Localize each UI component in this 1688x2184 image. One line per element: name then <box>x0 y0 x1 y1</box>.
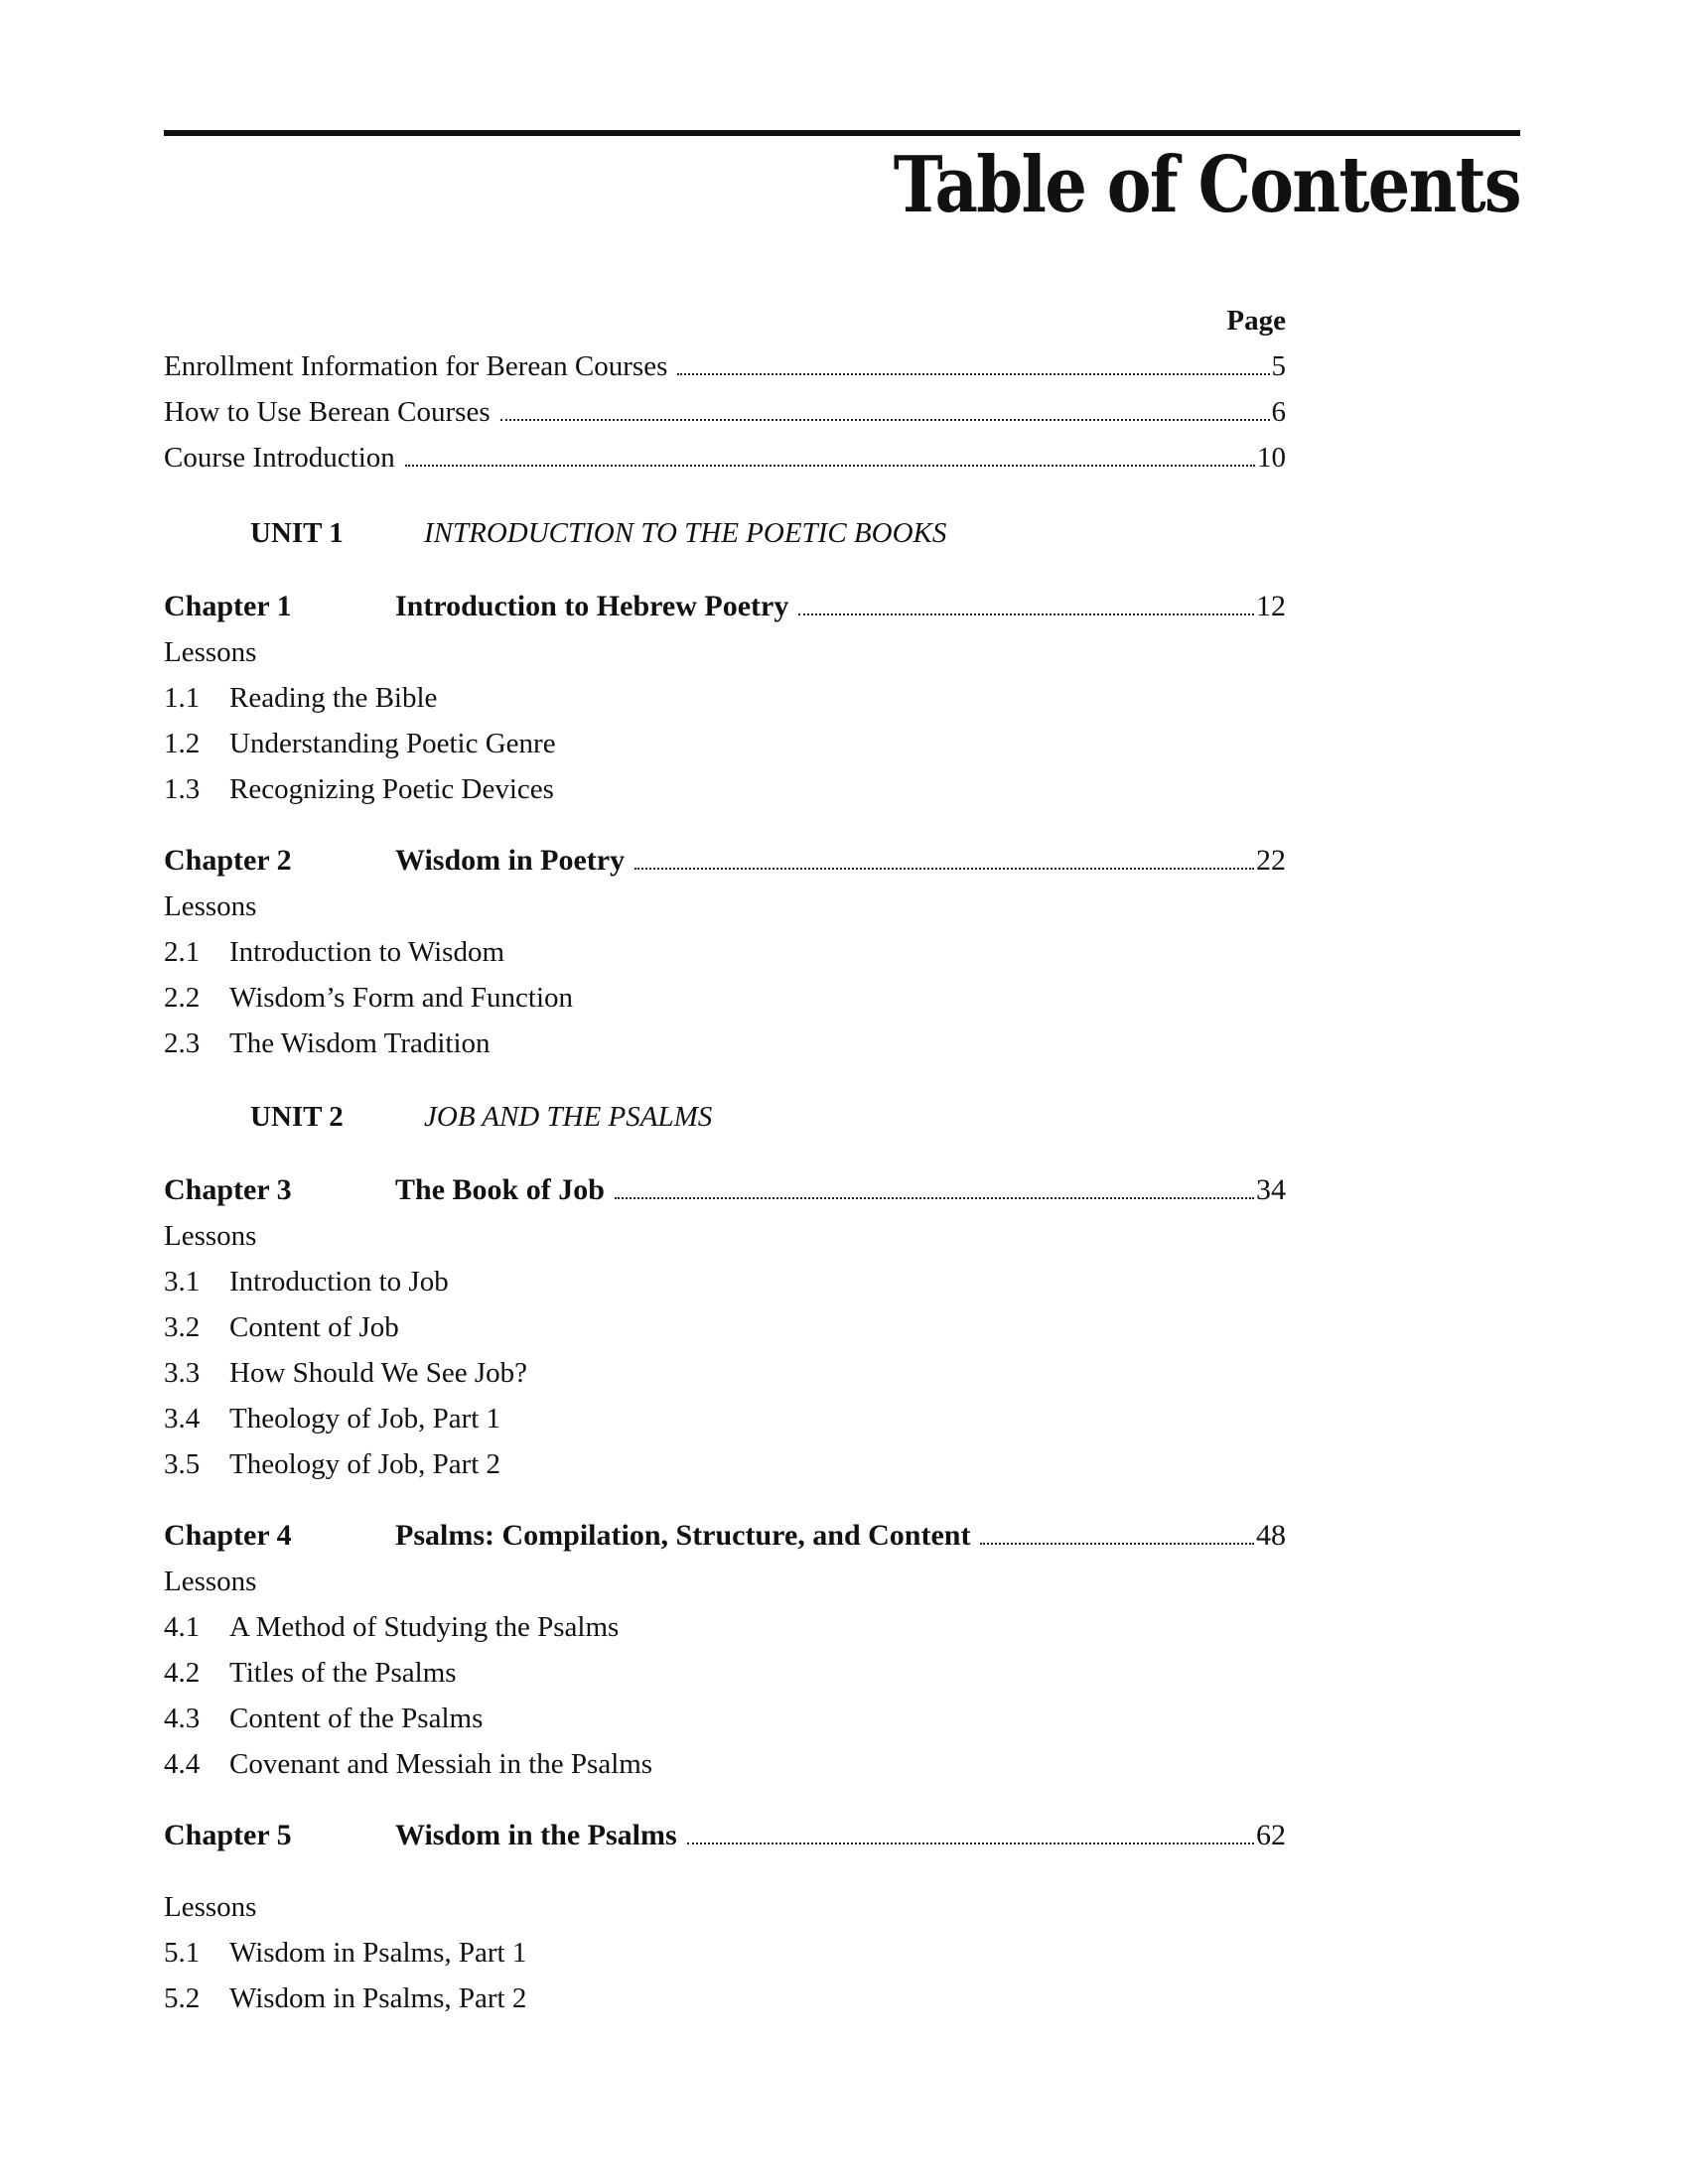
toc-entry-title: Course Introduction <box>164 442 395 474</box>
lesson-item[interactable] <box>164 1930 1286 1976</box>
lesson-item[interactable] <box>164 721 1286 766</box>
lessons-label: Lessons <box>164 1220 257 1252</box>
lesson-number: 2.3 <box>164 1027 201 1059</box>
chapter-label: Chapter 4 <box>164 1519 292 1552</box>
chapter-page: 34 <box>1256 1173 1286 1206</box>
lesson-number: 3.4 <box>164 1403 201 1434</box>
lesson-number: 4.4 <box>164 1748 201 1780</box>
chapter-entry[interactable] <box>164 1513 1286 1559</box>
unit-label: UNIT 1 <box>250 517 344 549</box>
lesson-title: Understanding Poetic Genre <box>229 728 556 759</box>
lesson-item[interactable] <box>164 1021 1286 1066</box>
chapter-page: 48 <box>1256 1519 1286 1552</box>
chapter-title: Wisdom in Poetry <box>395 844 626 877</box>
lesson-number: 3.3 <box>164 1357 201 1389</box>
lessons-label: Lessons <box>164 1566 257 1597</box>
chapter-title: The Book of Job <box>395 1173 605 1206</box>
dot-leader <box>687 1842 1254 1844</box>
lesson-item[interactable] <box>164 1976 1286 2021</box>
lesson-item[interactable] <box>164 1696 1286 1741</box>
lesson-number: 4.3 <box>164 1703 201 1734</box>
lesson-item[interactable] <box>164 1259 1286 1304</box>
lesson-number: 2.2 <box>164 982 201 1014</box>
lesson-number: 5.1 <box>164 1937 201 1969</box>
unit-heading <box>164 1094 1286 1140</box>
lesson-title: Wisdom’s Form and Function <box>229 982 574 1014</box>
lesson-number: 3.1 <box>164 1266 201 1297</box>
chapter-title: Introduction to Hebrew Poetry <box>395 590 789 622</box>
lesson-title: Theology of Job, Part 1 <box>229 1403 501 1434</box>
toc-entry-page: 10 <box>1257 442 1286 474</box>
dot-leader <box>405 464 1255 467</box>
lesson-title: Introduction to Wisdom <box>229 936 505 968</box>
page-title: Table of Contents <box>893 140 1520 230</box>
lesson-item[interactable] <box>164 975 1286 1021</box>
lesson-title: Introduction to Job <box>229 1266 449 1297</box>
chapter-label: Chapter 3 <box>164 1173 292 1206</box>
dot-leader <box>798 613 1254 615</box>
dot-leader <box>980 1542 1254 1545</box>
lesson-item[interactable] <box>164 1604 1286 1650</box>
top-rule <box>164 130 1520 136</box>
lesson-number: 4.1 <box>164 1611 201 1643</box>
lesson-item[interactable] <box>164 675 1286 721</box>
lesson-number: 1.3 <box>164 773 201 805</box>
lesson-number: 4.2 <box>164 1657 201 1689</box>
dot-leader <box>500 418 1270 421</box>
lesson-item[interactable] <box>164 1441 1286 1487</box>
chapter-page: 22 <box>1256 844 1286 877</box>
lesson-number: 3.2 <box>164 1311 201 1343</box>
lesson-item[interactable] <box>164 929 1286 975</box>
lesson-item[interactable] <box>164 1350 1286 1396</box>
lesson-number: 2.1 <box>164 936 201 968</box>
lesson-item[interactable] <box>164 1396 1286 1441</box>
lesson-item[interactable] <box>164 1650 1286 1696</box>
lesson-title: Covenant and Messiah in the Psalms <box>229 1748 653 1780</box>
chapter-page: 12 <box>1256 590 1286 622</box>
unit-label: UNIT 2 <box>250 1101 344 1133</box>
dot-leader <box>615 1196 1254 1199</box>
toc-entry[interactable] <box>164 343 1286 389</box>
unit-title: JOB AND THE PSALMS <box>424 1101 713 1133</box>
toc-entry-page: 5 <box>1271 350 1286 382</box>
lesson-item[interactable] <box>164 1741 1286 1787</box>
lesson-title: Content of the Psalms <box>229 1703 484 1734</box>
dot-leader <box>634 867 1254 870</box>
unit-heading <box>164 510 1286 556</box>
lesson-number: 3.5 <box>164 1448 201 1480</box>
lesson-title: Theology of Job, Part 2 <box>229 1448 501 1480</box>
table-of-contents <box>164 298 1286 2021</box>
toc-entry[interactable] <box>164 435 1286 480</box>
lesson-title: A Method of Studying the Psalms <box>229 1611 620 1643</box>
chapter-title: Psalms: Compilation, Structure, and Content <box>395 1519 971 1552</box>
lesson-item[interactable] <box>164 1304 1286 1350</box>
lesson-title: Content of Job <box>229 1311 399 1343</box>
lessons-label: Lessons <box>164 1891 257 1923</box>
chapter-entry[interactable] <box>164 1167 1286 1213</box>
toc-entry-title: How to Use Berean Courses <box>164 396 491 428</box>
chapter-page: 62 <box>1256 1819 1286 1851</box>
lesson-title: Wisdom in Psalms, Part 2 <box>229 1982 527 2014</box>
lesson-number: 1.1 <box>164 682 201 714</box>
lessons-label: Lessons <box>164 636 257 668</box>
lesson-title: Wisdom in Psalms, Part 1 <box>229 1937 527 1969</box>
toc-entry-title: Enrollment Information for Berean Courses <box>164 350 668 382</box>
lesson-title: The Wisdom Tradition <box>229 1027 491 1059</box>
dot-leader <box>677 372 1269 375</box>
chapter-entry[interactable] <box>164 838 1286 884</box>
lesson-title: Titles of the Psalms <box>229 1657 457 1689</box>
chapter-entry[interactable] <box>164 1813 1286 1858</box>
chapter-label: Chapter 5 <box>164 1819 292 1851</box>
chapter-label: Chapter 2 <box>164 844 292 877</box>
unit-title: INTRODUCTION TO THE POETIC BOOKS <box>424 517 947 549</box>
lesson-number: 5.2 <box>164 1982 201 2014</box>
lesson-item[interactable] <box>164 766 1286 812</box>
toc-entry-page: 6 <box>1271 396 1286 428</box>
chapter-title: Wisdom in the Psalms <box>395 1819 677 1851</box>
chapter-label: Chapter 1 <box>164 590 292 622</box>
lessons-label: Lessons <box>164 890 257 922</box>
lesson-title: Reading the Bible <box>229 682 438 714</box>
lesson-number: 1.2 <box>164 728 201 759</box>
lesson-title: Recognizing Poetic Devices <box>229 773 554 805</box>
page-column-header: Page <box>1226 305 1286 337</box>
toc-entry[interactable] <box>164 389 1286 435</box>
lesson-title: How Should We See Job? <box>229 1357 527 1389</box>
chapter-entry[interactable] <box>164 584 1286 629</box>
